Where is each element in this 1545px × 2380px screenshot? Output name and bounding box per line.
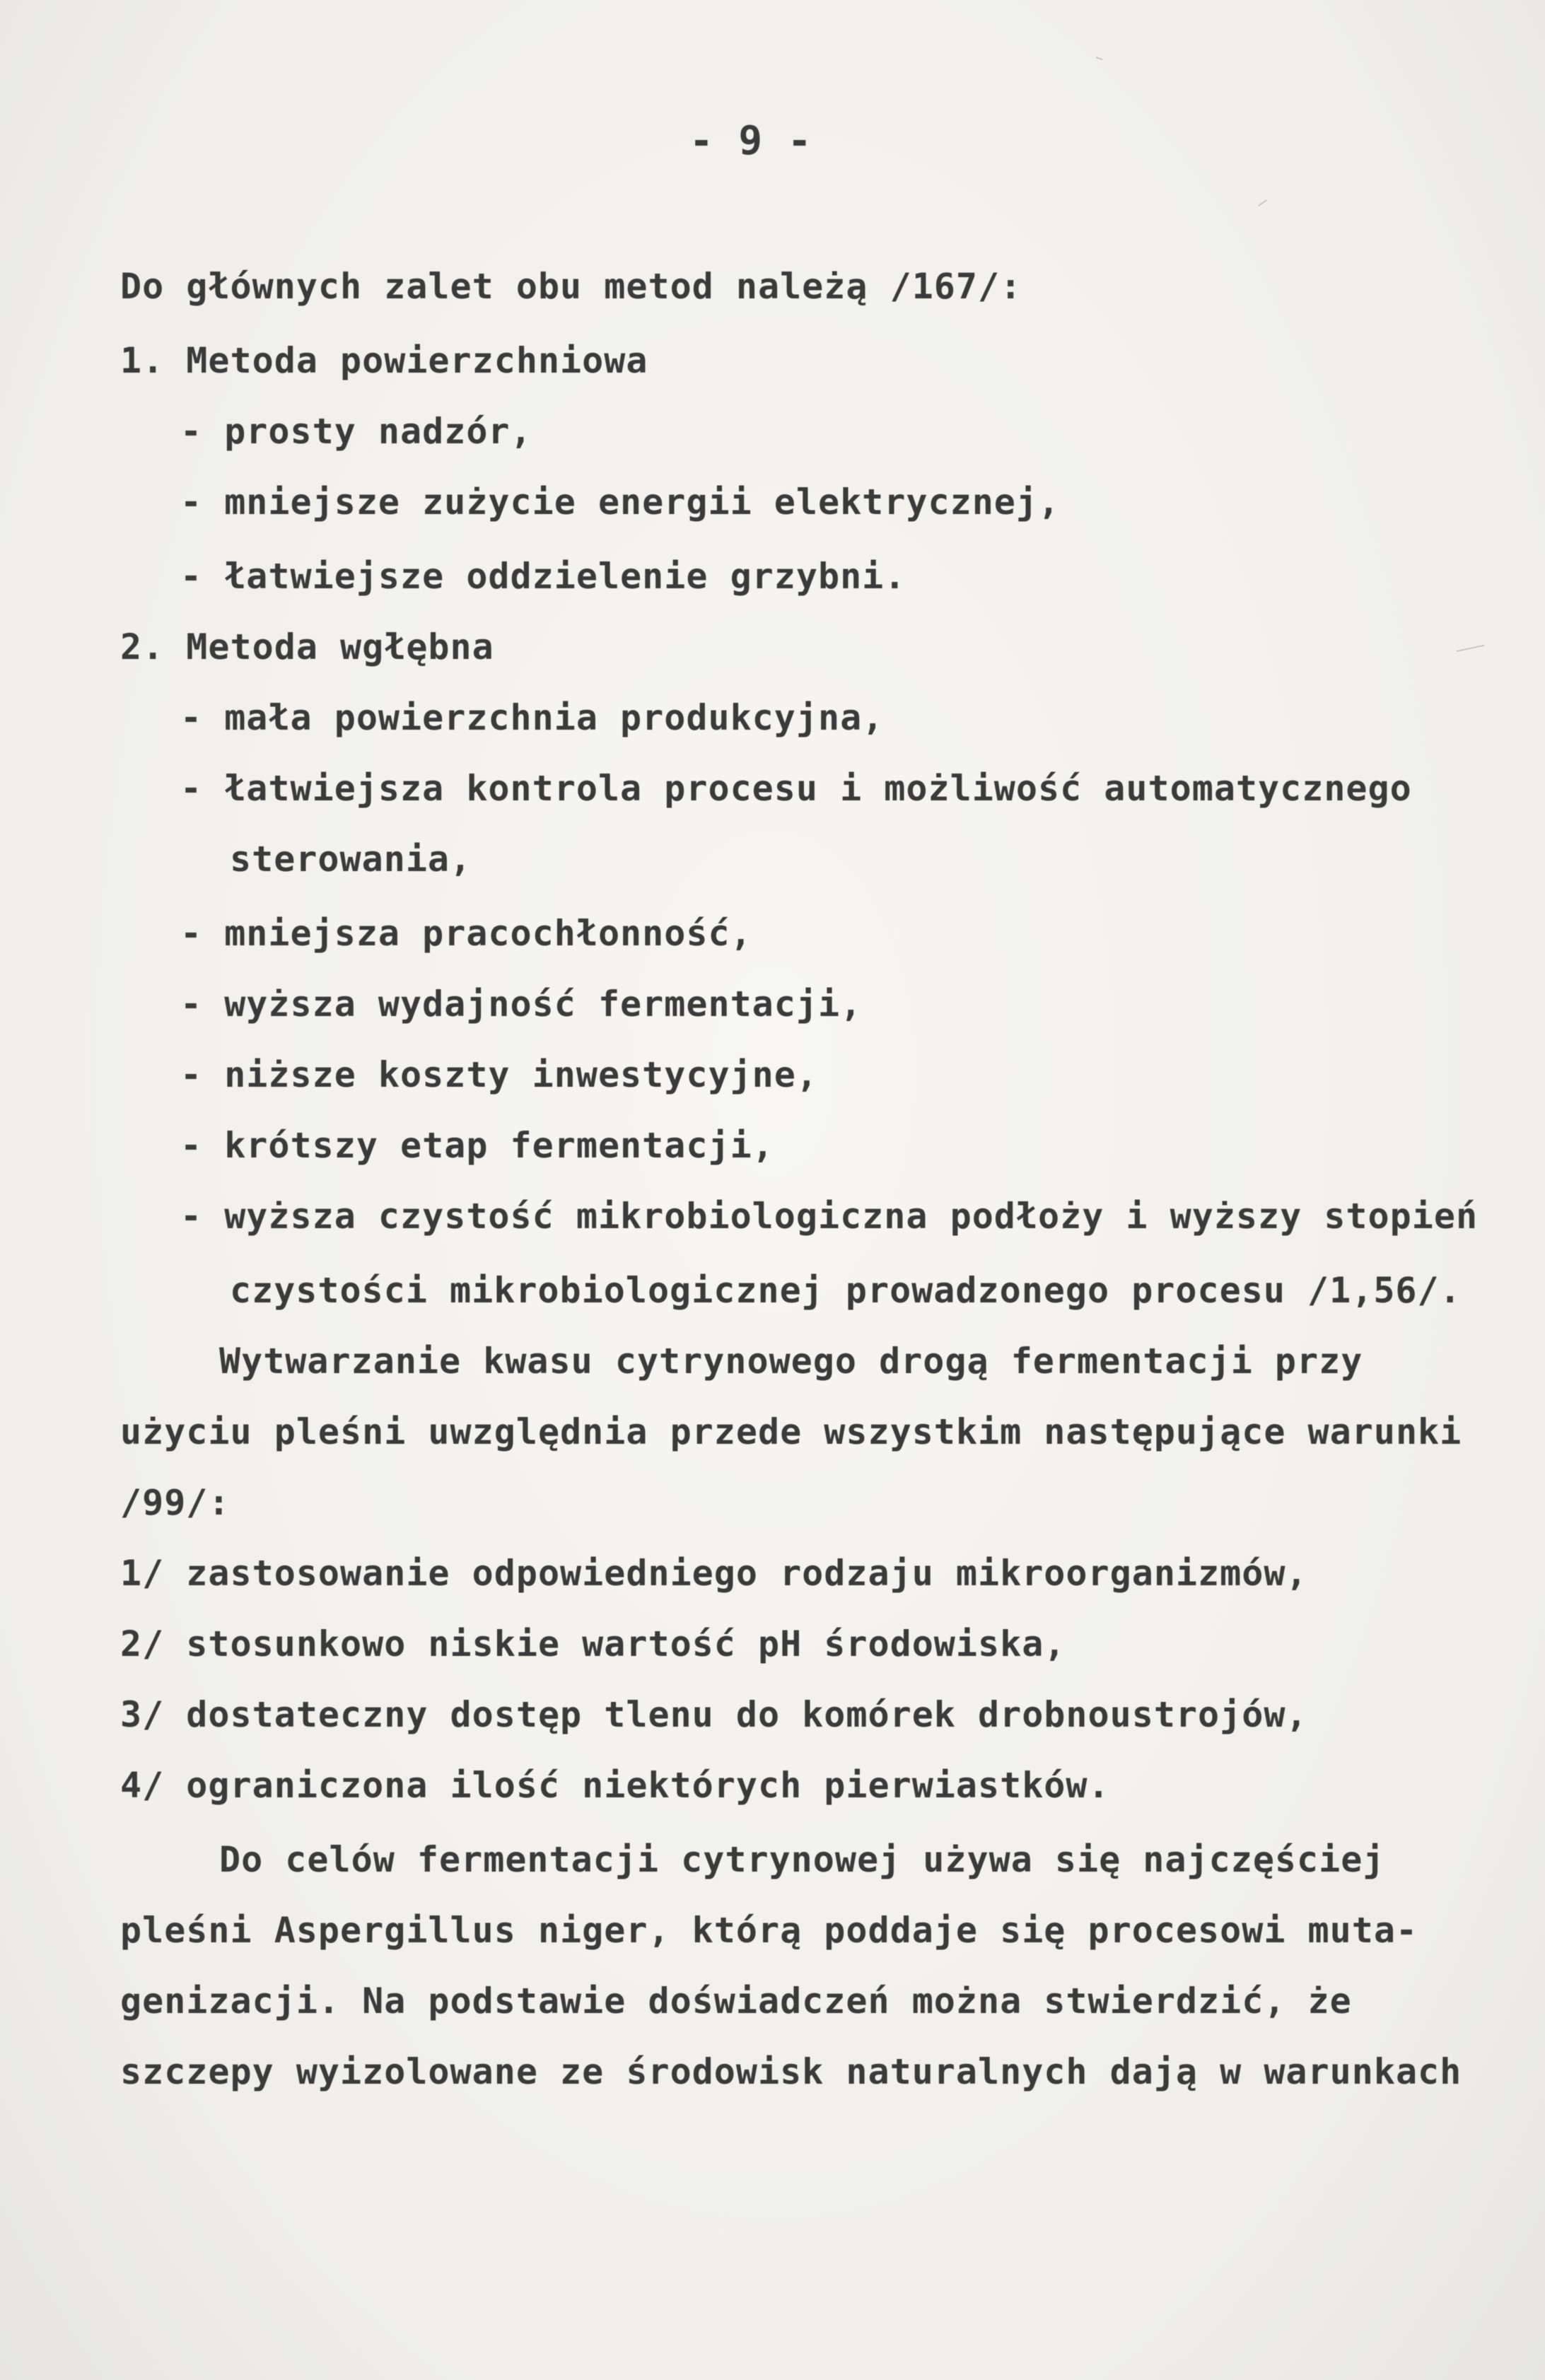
list-item: - prosty nadzór,	[180, 411, 532, 452]
paper-mark	[1096, 57, 1103, 60]
condition-item: 3/ dostateczny dostęp tlenu do komórek drobnoustrojów,	[120, 1694, 1308, 1735]
paragraph-line: genizacji. Na podstawie doświadczeń można stwierdzić, że	[120, 1981, 1352, 2022]
paper-mark	[1457, 645, 1485, 652]
list-heading: 1. Metoda powierzchniowa	[120, 340, 648, 381]
list-item: - mniejsze zużycie energii elektrycznej,	[180, 482, 1061, 523]
paper-mark	[1258, 199, 1267, 206]
list-item-continuation: sterowania,	[230, 839, 472, 880]
condition-item: 4/ ograniczona ilość niektórych pierwiastków.	[120, 1765, 1110, 1806]
list-item: - mniejsza pracochłonność,	[180, 913, 752, 954]
paragraph-line: użyciu pleśni uwzględnia przede wszystkim następujące warunki	[120, 1411, 1462, 1452]
condition-item: 2/ stosunkowo niskie wartość pH środowiska,	[120, 1623, 1066, 1664]
list-item-continuation: czystości mikrobiologicznej prowadzonego procesu /1,56/.	[230, 1270, 1462, 1311]
paragraph-line: szczepy wyizolowane ze środowisk naturalnych dają w warunkach	[120, 2051, 1462, 2092]
list-item: - krótszy etap fermentacji,	[180, 1125, 774, 1166]
paragraph-line: Wytwarzanie kwasu cytrynowego drogą fermentacji przy	[219, 1341, 1363, 1382]
list-item: - łatwiejsze oddzielenie grzybni.	[180, 556, 906, 597]
list-item: - niższe koszty inwestycyjne,	[180, 1054, 818, 1095]
paragraph-line: /99/:	[120, 1482, 231, 1523]
page-number: - 9 -	[689, 118, 812, 164]
paragraph-line: Do celów fermentacji cytrynowej używa się najczęściej	[219, 1839, 1385, 1880]
paragraph-line: pleśni Aspergillus niger, którą poddaje się procesowi muta-	[120, 1910, 1418, 1951]
list-item: - wyższa czystość mikrobiologiczna podłoży i wyższy stopień	[180, 1196, 1479, 1237]
list-heading: 2. Metoda wgłębna	[120, 626, 494, 667]
list-item: - łatwiejsza kontrola procesu i możliwość automatycznego	[180, 768, 1412, 809]
intro-line: Do głównych zalet obu metod należą /167/:	[120, 266, 1022, 307]
list-item: - mała powierzchnia produkcyjna,	[180, 697, 885, 738]
condition-item: 1/ zastosowanie odpowiedniego rodzaju mikroorganizmów,	[120, 1553, 1308, 1594]
list-item: - wyższa wydajność fermentacji,	[180, 984, 863, 1025]
